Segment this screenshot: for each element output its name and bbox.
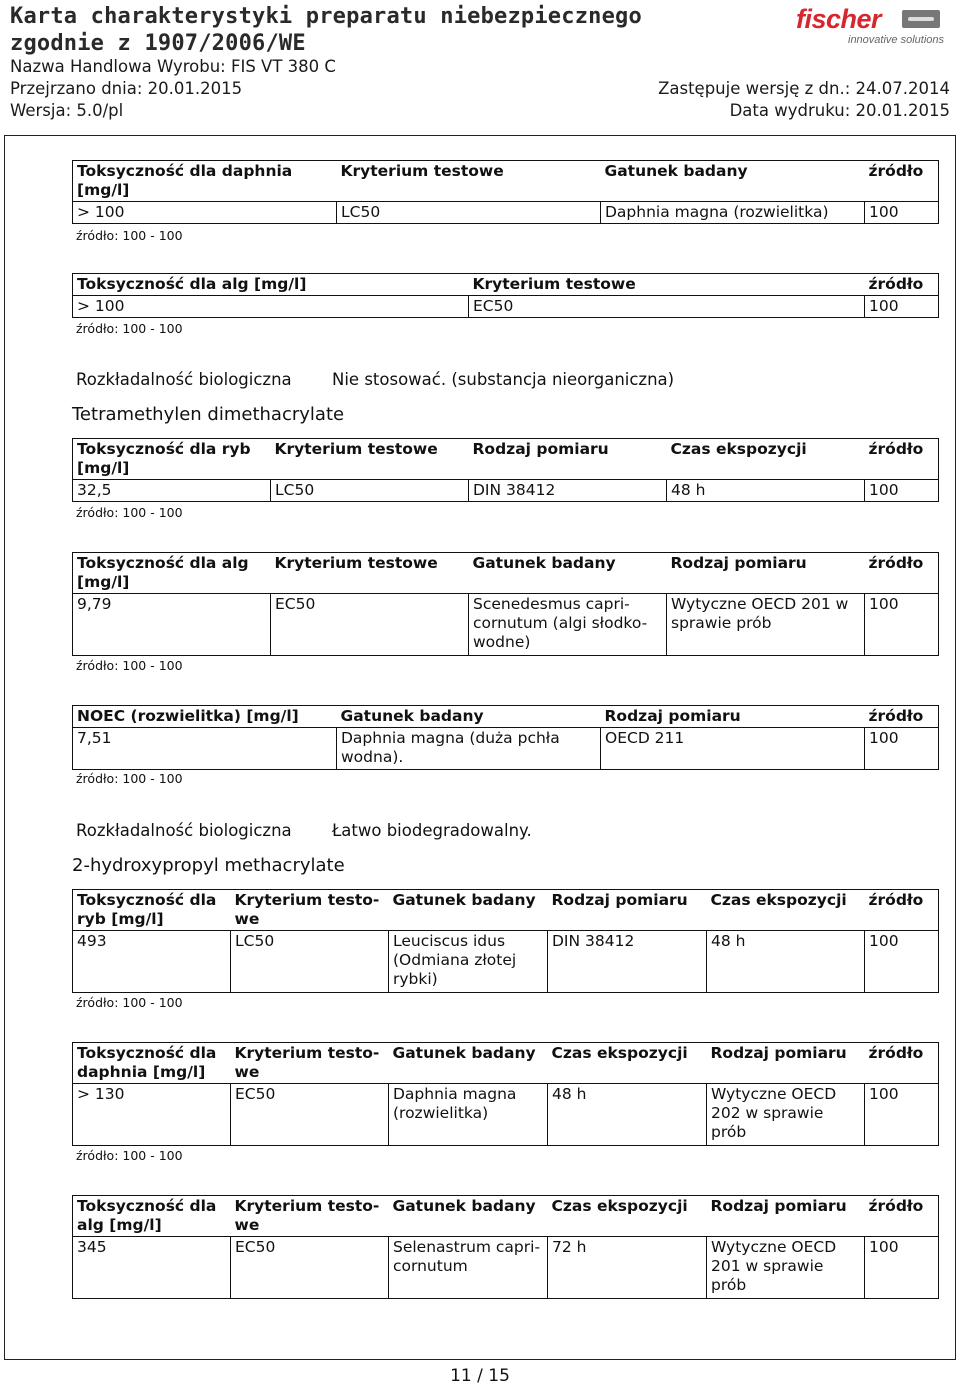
algae-toxicity-table-2 bbox=[72, 552, 939, 656]
header-cell: źródło bbox=[865, 274, 939, 296]
header-cell: Rodzaj pomiaru bbox=[469, 439, 667, 480]
source-cell: 100 bbox=[865, 728, 939, 770]
logo-tagline: innovative solutions bbox=[848, 34, 945, 46]
value-cell: 345 bbox=[73, 1237, 231, 1299]
header-cell: Gatunek badany bbox=[389, 890, 548, 931]
daphnia-toxicity-table-2 bbox=[72, 1042, 939, 1146]
method-cell: DIN 38412 bbox=[548, 931, 707, 993]
species-cell: Daphnia magna (rozwielitka) bbox=[389, 1084, 548, 1146]
header-cell: Gatunek badany bbox=[389, 1043, 548, 1084]
source-cell: 100 bbox=[865, 296, 939, 318]
source-note: źródło: 100 - 100 bbox=[76, 658, 183, 673]
method-cell: OECD 211 bbox=[601, 728, 865, 770]
source-note: źródło: 100 - 100 bbox=[76, 321, 183, 336]
header-cell: Kryterium testowe bbox=[271, 439, 469, 480]
trade-name: Nazwa Handlowa Wyrobu: FIS VT 380 C bbox=[10, 57, 336, 76]
method-cell: Wytyczne OECD 201 w sprawie prób bbox=[707, 1237, 865, 1299]
algae-toxicity-table bbox=[72, 273, 939, 318]
value-cell: 493 bbox=[73, 931, 231, 993]
exposure-cell: 72 h bbox=[548, 1237, 707, 1299]
source-cell: 100 bbox=[865, 931, 939, 993]
source-note: źródło: 100 - 100 bbox=[76, 505, 183, 520]
header-cell: Rodzaj pomiaru bbox=[548, 890, 707, 931]
fish-toxicity-table bbox=[72, 438, 939, 502]
species-cell: Daphnia magna (rozwielitka) bbox=[601, 202, 865, 224]
method-cell: DIN 38412 bbox=[469, 480, 667, 502]
exposure-cell: 48 h bbox=[667, 480, 865, 502]
header-cell: Toksyczność dla ryb [mg/l] bbox=[73, 890, 231, 931]
header-cell: Toksyczność dla alg [mg/l] bbox=[73, 274, 469, 296]
source-note: źródło: 100 - 100 bbox=[76, 1148, 183, 1163]
supersedes-version: Zastępuje wersję z dn.: 24.07.2014 bbox=[658, 79, 950, 98]
print-date: Data wydruku: 20.01.2015 bbox=[729, 101, 950, 120]
header-cell: Rodzaj pomiaru bbox=[707, 1043, 865, 1084]
value-cell: 9,79 bbox=[73, 594, 271, 656]
criterion-cell: EC50 bbox=[271, 594, 469, 656]
header-cell: NOEC (rozwielitka) [mg/l] bbox=[73, 706, 337, 728]
source-note: źródło: 100 - 100 bbox=[76, 228, 183, 243]
header-cell: Kryterium testo-we bbox=[231, 890, 389, 931]
biodegradability-value: Nie stosować. (substancja nieorganiczna) bbox=[332, 370, 675, 389]
header-cell: źródło bbox=[865, 890, 939, 931]
biodegradability-label: Rozkładalność biologiczna bbox=[76, 821, 292, 840]
header-cell: Toksyczność dla daphnia [mg/l] bbox=[73, 161, 337, 202]
header-cell: Kryterium testo-we bbox=[231, 1043, 389, 1084]
algae-toxicity-table-3 bbox=[72, 1195, 939, 1299]
substance-heading: Tetramethylen dimethacrylate bbox=[72, 404, 345, 425]
header-cell: Gatunek badany bbox=[337, 706, 601, 728]
noec-table bbox=[72, 705, 939, 770]
header-cell: Toksyczność dla ryb [mg/l] bbox=[73, 439, 271, 480]
biodegradability-value: Łatwo biodegradowalny. bbox=[332, 821, 532, 840]
value-cell: 7,51 bbox=[73, 728, 337, 770]
exposure-cell: 48 h bbox=[548, 1084, 707, 1146]
header-cell: źródło bbox=[865, 1043, 939, 1084]
header-cell: Czas ekspozycji bbox=[548, 1196, 707, 1237]
logo-badge-icon bbox=[902, 10, 940, 28]
criterion-cell: LC50 bbox=[231, 931, 389, 993]
criterion-cell: LC50 bbox=[271, 480, 469, 502]
source-cell: 100 bbox=[865, 202, 939, 224]
criterion-cell: LC50 bbox=[337, 202, 601, 224]
criterion-cell: EC50 bbox=[231, 1237, 389, 1299]
header-cell: Kryterium testowe bbox=[271, 553, 469, 594]
species-cell: Leuciscus idus (Odmiana złotej rybki) bbox=[389, 931, 548, 993]
criterion-cell: EC50 bbox=[231, 1084, 389, 1146]
header-cell: Kryterium testowe bbox=[469, 274, 865, 296]
species-cell: Scenedesmus capri-cornutum (algi słodko-wodne) bbox=[469, 594, 667, 656]
value-cell: > 100 bbox=[73, 202, 337, 224]
header-cell: Gatunek badany bbox=[601, 161, 865, 202]
header-cell: Toksyczność dla alg [mg/l] bbox=[73, 1196, 231, 1237]
logo-wordmark: fischer bbox=[796, 4, 882, 34]
source-cell: 100 bbox=[865, 1237, 939, 1299]
header-cell: Rodzaj pomiaru bbox=[707, 1196, 865, 1237]
source-note: źródło: 100 - 100 bbox=[76, 771, 183, 786]
value-cell: > 100 bbox=[73, 296, 469, 318]
header-cell: Czas ekspozycji bbox=[707, 890, 865, 931]
document-title-line2: zgodnie z 1907/2006/WE bbox=[10, 31, 306, 56]
header-cell: Gatunek badany bbox=[389, 1196, 548, 1237]
header-cell: Kryterium testowe bbox=[337, 161, 601, 202]
exposure-cell: 48 h bbox=[707, 931, 865, 993]
value-cell: > 130 bbox=[73, 1084, 231, 1146]
header-cell: Gatunek badany bbox=[469, 553, 667, 594]
document-title-line1: Karta charakterystyki preparatu niebezpiecznego bbox=[10, 4, 642, 29]
substance-heading: 2-hydroxypropyl methacrylate bbox=[72, 855, 345, 876]
header-cell: źródło bbox=[865, 1196, 939, 1237]
species-cell: Selenastrum capri-cornutum bbox=[389, 1237, 548, 1299]
document-header bbox=[0, 0, 960, 130]
header-cell: Toksyczność dla alg [mg/l] bbox=[73, 553, 271, 594]
biodegradability-label: Rozkładalność biologiczna bbox=[76, 370, 292, 389]
header-cell: Czas ekspozycji bbox=[667, 439, 865, 480]
prepared-date: Przejrzano dnia: 20.01.2015 bbox=[10, 79, 243, 98]
page-number: 11 / 15 bbox=[450, 1366, 510, 1386]
header-cell: źródło bbox=[865, 706, 939, 728]
species-cell: Daphnia magna (duża pchła wodna). bbox=[337, 728, 601, 770]
header-cell: źródło bbox=[865, 161, 939, 202]
source-note: źródło: 100 - 100 bbox=[76, 995, 183, 1010]
method-cell: Wytyczne OECD 201 w sprawie prób bbox=[667, 594, 865, 656]
header-cell: źródło bbox=[865, 439, 939, 480]
fischer-logo bbox=[796, 4, 946, 48]
header-cell: Czas ekspozycji bbox=[548, 1043, 707, 1084]
header-cell: Kryterium testo-we bbox=[231, 1196, 389, 1237]
method-cell: Wytyczne OECD 202 w sprawie prób bbox=[707, 1084, 865, 1146]
header-cell: źródło bbox=[865, 553, 939, 594]
header-cell: Toksyczność dla daphnia [mg/l] bbox=[73, 1043, 231, 1084]
source-cell: 100 bbox=[865, 594, 939, 656]
value-cell: 32,5 bbox=[73, 480, 271, 502]
header-cell: Rodzaj pomiaru bbox=[667, 553, 865, 594]
source-cell: 100 bbox=[865, 1084, 939, 1146]
header-cell: Rodzaj pomiaru bbox=[601, 706, 865, 728]
version: Wersja: 5.0/pl bbox=[10, 101, 124, 120]
fish-toxicity-table-2 bbox=[72, 889, 939, 993]
criterion-cell: EC50 bbox=[469, 296, 865, 318]
source-cell: 100 bbox=[865, 480, 939, 502]
daphnia-toxicity-table bbox=[72, 160, 939, 224]
